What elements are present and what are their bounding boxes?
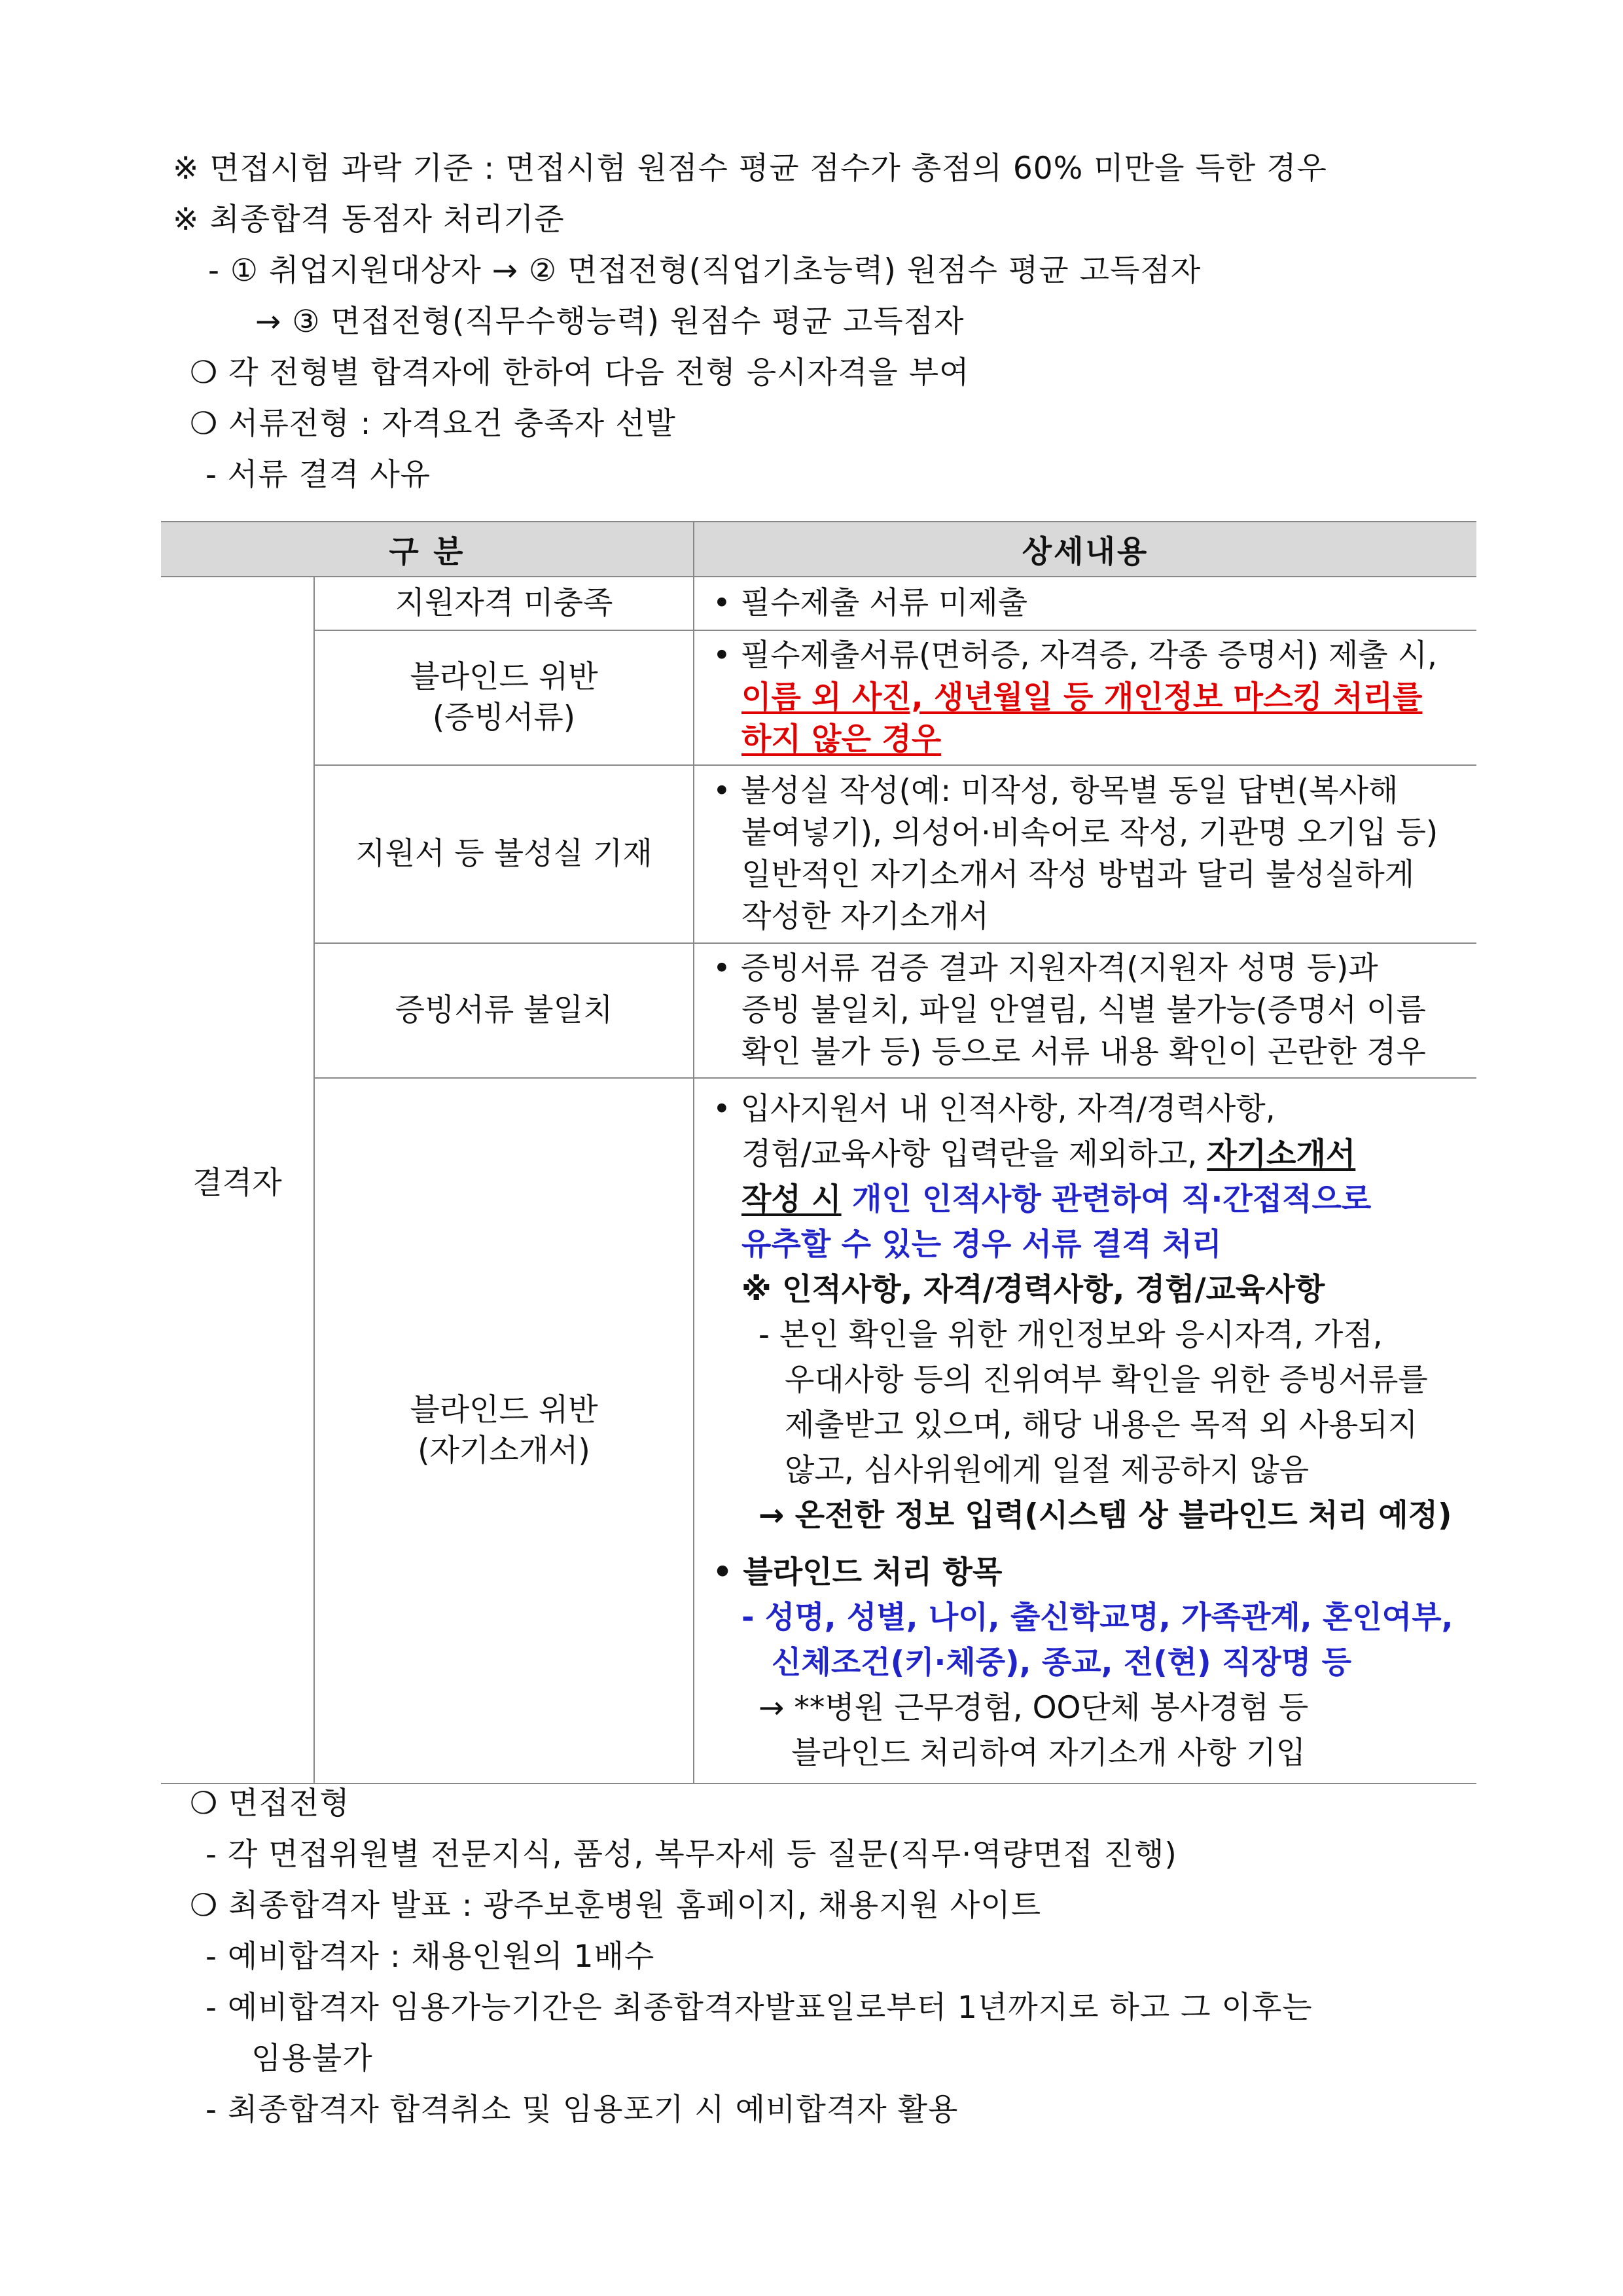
reserve-period-note-cont: 임용불가 bbox=[251, 2041, 373, 2077]
masking-warning-line-1: 이름 외 사진, 생년월일 등 개인정보 마스킹 처리를 bbox=[741, 679, 1423, 715]
category-line: (자기소개서) bbox=[418, 1433, 590, 1469]
masking-warning-line-2: 하지 않은 경우 bbox=[741, 721, 942, 757]
table-row bbox=[161, 943, 1476, 1078]
detail-line: 경험/교육사항 입력란을 제외하고, bbox=[741, 1136, 1207, 1172]
row-detail bbox=[694, 630, 1476, 765]
row-category bbox=[314, 1078, 694, 1784]
table-row bbox=[161, 630, 1476, 765]
detail-line: 증빙 불일치, 파일 안열림, 식별 불가능(증명서 이름 bbox=[741, 992, 1426, 1028]
blind-items-list: - 성명, 성별, 나이, 출신학교명, 가족관계, 혼인여부, bbox=[741, 1599, 1454, 1636]
row-detail bbox=[694, 765, 1476, 943]
detail-line: - 본인 확인을 위한 개인정보와 응시자격, 가점, bbox=[758, 1316, 1383, 1353]
row-detail bbox=[694, 943, 1476, 1078]
final-announcement-note: ❍ 최종합격자 발표 : 광주보훈병원 홈페이지, 채용지원 사이트 bbox=[190, 1888, 1042, 1924]
inference-warning: 유추할 수 있는 경우 서류 결격 처리 bbox=[741, 1226, 1222, 1263]
stage-qualification-note: ❍ 각 전형별 합격자에 한하여 다음 전형 응시자격을 부여 bbox=[190, 355, 970, 391]
category-line: (증빙서류) bbox=[432, 700, 576, 736]
disqualification-table bbox=[161, 521, 1476, 1784]
row-category: 증빙서류 불일치 bbox=[314, 943, 694, 1078]
table-row bbox=[161, 577, 1476, 630]
category-line: 블라인드 위반 bbox=[410, 659, 598, 695]
detail-line: • 불성실 작성(예: 미작성, 항목별 동일 답변(복사해 bbox=[713, 773, 1399, 809]
header-category: 구 분 bbox=[161, 522, 694, 577]
document-disqualification-title: - 서류 결격 사유 bbox=[205, 457, 431, 493]
detail-line: 확인 불가 등) 등으로 서류 내용 확인이 곤란한 경우 bbox=[741, 1034, 1426, 1070]
blind-items-title: • 블라인드 처리 항목 bbox=[713, 1554, 1003, 1590]
inference-warning: 개인 인적사항 관련하여 직·간접적으로 bbox=[841, 1181, 1372, 1217]
detail-line: • 필수제출 서류 미제출 bbox=[713, 585, 1028, 621]
interview-stage-detail: - 각 면접위원별 전문지식, 품성, 복무자세 등 질문(직무·역량면접 진행) bbox=[205, 1837, 1177, 1873]
reserve-candidates-note: - 예비합격자 : 채용인원의 1배수 bbox=[205, 1939, 655, 1975]
row-category bbox=[314, 630, 694, 765]
document-screening-note: ❍ 서류전형 : 자격요건 충족자 선발 bbox=[190, 406, 676, 442]
interview-stage-title: ❍ 면접전형 bbox=[190, 1785, 350, 1821]
row-category: 지원자격 미충족 bbox=[314, 577, 694, 630]
detail-line: 제출받고 있으며, 해당 내용은 목적 외 사용되지 bbox=[785, 1407, 1418, 1443]
detail-line: 우대사항 등의 진위여부 확인을 위한 증빙서류를 bbox=[785, 1361, 1428, 1398]
detail-line: 블라인드 처리하여 자기소개 사항 기입 bbox=[791, 1734, 1306, 1771]
table-row bbox=[161, 765, 1476, 943]
self-intro-emphasis: 작성 시 bbox=[741, 1181, 842, 1217]
detail-line: 작성한 자기소개서 bbox=[741, 899, 990, 935]
blind-items-list: 신체조건(키·체중), 종교, 전(현) 직장명 등 bbox=[772, 1644, 1351, 1681]
reserve-period-note: - 예비합격자 임용가능기간은 최종합격자발표일로부터 1년까지로 하고 그 이후는 bbox=[205, 1990, 1313, 2026]
fail-criteria-note: ※ 면접시험 과락 기준 : 면접시험 원점수 평균 점수가 총점의 60% 미만을 득한 경우 bbox=[173, 151, 1327, 187]
header-detail: 상세내용 bbox=[694, 522, 1476, 577]
table-header-row bbox=[161, 522, 1476, 577]
detail-line: 않고, 심사위원에게 일절 제공하지 않음 bbox=[785, 1452, 1310, 1488]
row-detail bbox=[694, 1078, 1476, 1784]
blind-processing-note: → 온전한 정보 입력(시스템 상 블라인드 처리 예정) bbox=[758, 1497, 1452, 1534]
detail-line: • 필수제출서류(면허증, 자격증, 각종 증명서) 제출 시, bbox=[713, 637, 1437, 673]
detail-line: • 입사지원서 내 인적사항, 자격/경력사항, bbox=[713, 1090, 1275, 1127]
group-label: 결격자 bbox=[161, 577, 314, 1784]
tie-break-title: ※ 최종합격 동점자 처리기준 bbox=[173, 202, 565, 238]
detail-line: 일반적인 자기소개서 작성 방법과 달리 불성실하게 bbox=[741, 857, 1415, 893]
personal-info-note-title: ※ 인적사항, 자격/경력사항, 경험/교육사항 bbox=[741, 1271, 1325, 1308]
table-row bbox=[161, 1078, 1476, 1784]
row-detail bbox=[694, 577, 1476, 630]
detail-line: 붙여넣기), 의성어·비속어로 작성, 기관명 오기입 등) bbox=[741, 815, 1438, 851]
detail-line: • 증빙서류 검증 결과 지원자격(지원자 성명 등)과 bbox=[713, 950, 1378, 986]
self-intro-emphasis: 자기소개서 bbox=[1207, 1136, 1356, 1172]
category-line: 블라인드 위반 bbox=[410, 1392, 598, 1428]
tie-break-rule-2: → ③ 면접전형(직무수행능력) 원점수 평균 고득점자 bbox=[255, 304, 965, 340]
tie-break-rule-1: - ① 취업지원대상자 → ② 면접전형(직업기초능력) 원점수 평균 고득점자 bbox=[208, 253, 1202, 289]
detail-line: → **병원 근무경험, OO단체 봉사경험 등 bbox=[758, 1689, 1309, 1726]
reserve-usage-note: - 최종합격자 합격취소 및 임용포기 시 예비합격자 활용 bbox=[205, 2092, 959, 2128]
row-category: 지원서 등 불성실 기재 bbox=[314, 765, 694, 943]
